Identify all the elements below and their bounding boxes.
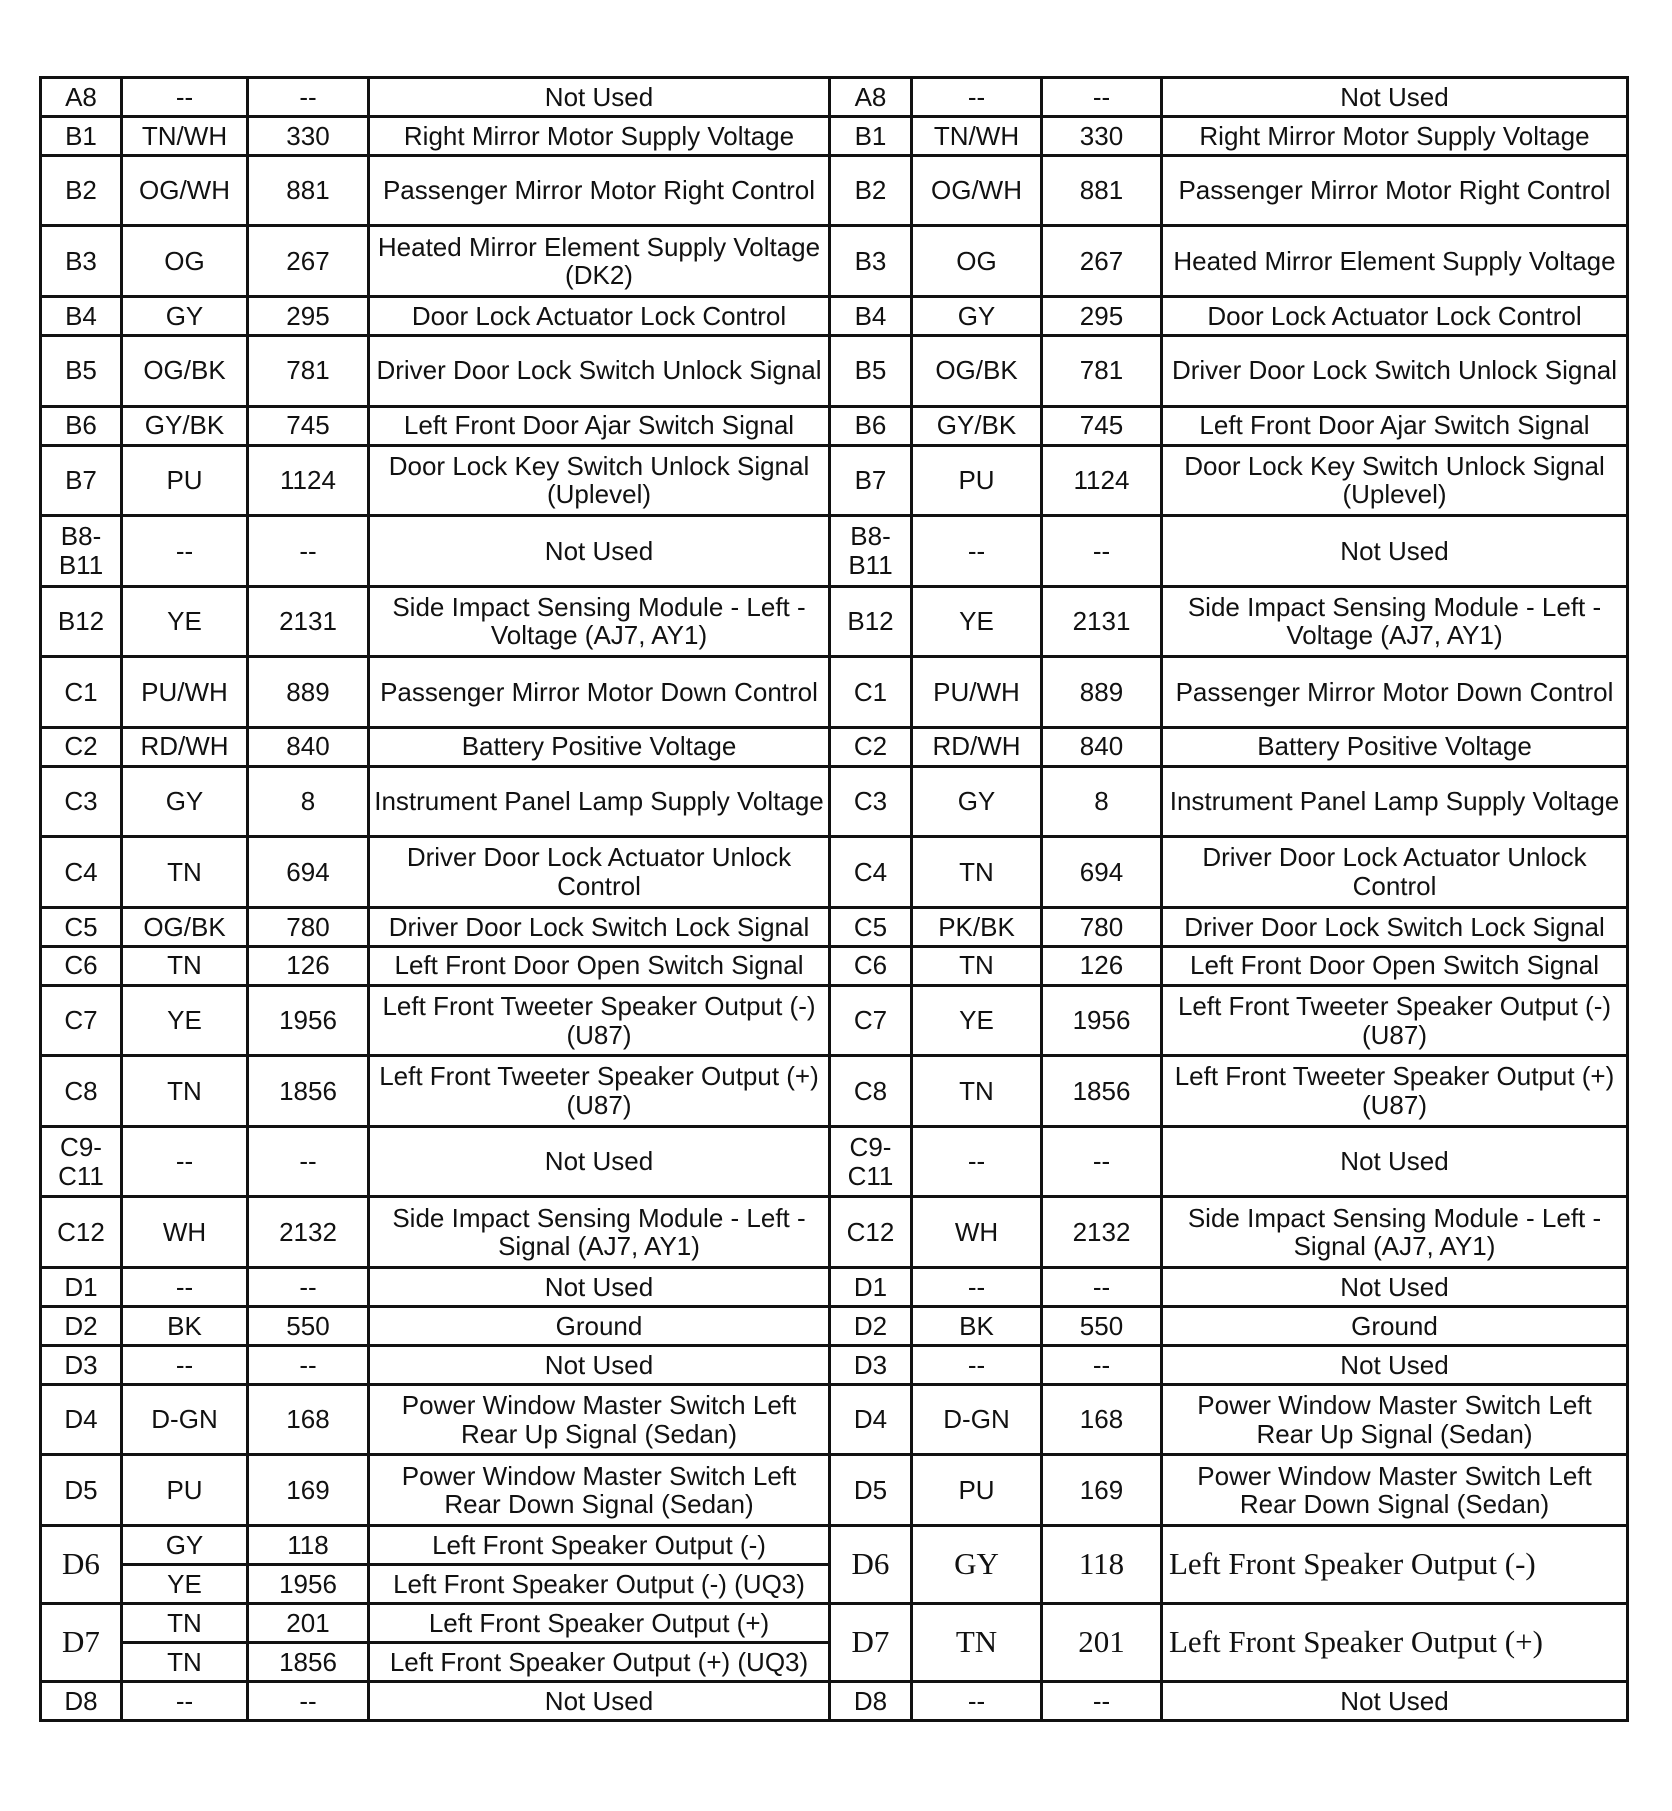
right-pin-cell: B5 [830,335,912,406]
right-pin-cell: B1 [830,116,912,155]
right-circuit-number-cell: 745 [1042,406,1162,445]
right-circuit-number-cell: 8 [1042,766,1162,837]
table-row [41,1197,1628,1268]
right-function-cell: Left Front Speaker Output (+) [1162,1603,1628,1681]
left-circuit-number-cell: 2132 [248,1197,369,1268]
right-function-cell: Door Lock Actuator Lock Control [1162,297,1628,336]
left-wire-color-cell: TN [122,1642,248,1681]
left-pin-cell: C3 [41,766,122,837]
left-circuit-number-cell: 889 [248,657,369,728]
left-pin-cell: B1 [41,116,122,155]
left-circuit-number-cell: 745 [248,406,369,445]
right-function-cell: Not Used [1162,1681,1628,1720]
right-function-cell: Side Impact Sensing Module - Left - Voltage (AJ7, AY1) [1162,586,1628,657]
right-function-cell: Ground [1162,1306,1628,1345]
right-circuit-number-cell: -- [1042,1345,1162,1384]
right-function-cell: Not Used [1162,516,1628,587]
left-circuit-number-cell: 1956 [248,985,369,1056]
right-circuit-number-cell: 118 [1042,1525,1162,1603]
right-wire-color-cell: GY/BK [912,406,1042,445]
left-circuit-number-cell: 168 [248,1384,369,1455]
right-function-cell: Driver Door Lock Switch Lock Signal [1162,907,1628,946]
left-pin-cell: D5 [41,1455,122,1526]
left-wire-color-cell: GY [122,1525,248,1564]
right-wire-color-cell: TN [912,1603,1042,1681]
right-circuit-number-cell: 330 [1042,116,1162,155]
right-function-cell: Passenger Mirror Motor Right Control [1162,155,1628,226]
right-pin-cell: D7 [830,1603,912,1681]
right-function-cell: Side Impact Sensing Module - Left - Signal (AJ7, AY1) [1162,1197,1628,1268]
right-pin-cell: C9-C11 [830,1126,912,1197]
left-wire-color-cell: -- [122,1267,248,1306]
right-wire-color-cell: -- [912,516,1042,587]
left-circuit-number-cell: 840 [248,727,369,766]
left-circuit-number-cell: 550 [248,1306,369,1345]
right-circuit-number-cell: 1124 [1042,445,1162,516]
right-wire-color-cell: TN [912,946,1042,985]
left-wire-color-cell: -- [122,1126,248,1197]
right-pin-cell: B2 [830,155,912,226]
table-row [41,985,1628,1056]
table-row [41,1384,1628,1455]
right-circuit-number-cell: 550 [1042,1306,1162,1345]
left-wire-color-cell: WH [122,1197,248,1268]
right-circuit-number-cell: 1956 [1042,985,1162,1056]
right-wire-color-cell: GY [912,297,1042,336]
right-pin-cell: A8 [830,78,912,117]
right-pin-cell: C4 [830,837,912,908]
right-pin-cell: B3 [830,226,912,297]
right-circuit-number-cell: 267 [1042,226,1162,297]
left-wire-color-cell: OG/BK [122,335,248,406]
table-row [41,516,1628,587]
right-wire-color-cell: YE [912,586,1042,657]
right-function-cell: Left Front Speaker Output (-) [1162,1525,1628,1603]
table-row [41,946,1628,985]
left-circuit-number-cell: 201 [248,1603,369,1642]
table-row [41,727,1628,766]
left-function-cell: Heated Mirror Element Supply Voltage (DK2) [369,226,830,297]
left-function-cell: Driver Door Lock Actuator Unlock Control [369,837,830,908]
left-function-cell: Not Used [369,1126,830,1197]
left-pin-cell: C5 [41,907,122,946]
table-row [41,1525,1628,1564]
left-function-cell: Door Lock Actuator Lock Control [369,297,830,336]
right-wire-color-cell: D-GN [912,1384,1042,1455]
right-pin-cell: B6 [830,406,912,445]
right-wire-color-cell: YE [912,985,1042,1056]
right-pin-cell: C7 [830,985,912,1056]
left-circuit-number-cell: 8 [248,766,369,837]
right-function-cell: Instrument Panel Lamp Supply Voltage [1162,766,1628,837]
left-wire-color-cell: GY/BK [122,406,248,445]
left-circuit-number-cell: 126 [248,946,369,985]
right-pin-cell: C1 [830,657,912,728]
left-circuit-number-cell: 330 [248,116,369,155]
left-pin-cell: C9-C11 [41,1126,122,1197]
right-function-cell: Not Used [1162,1267,1628,1306]
left-wire-color-cell: -- [122,78,248,117]
left-function-cell: Driver Door Lock Switch Lock Signal [369,907,830,946]
left-circuit-number-cell: -- [248,1681,369,1720]
left-function-cell: Left Front Tweeter Speaker Output (-) (U87) [369,985,830,1056]
left-wire-color-cell: YE [122,985,248,1056]
right-function-cell: Heated Mirror Element Supply Voltage [1162,226,1628,297]
left-wire-color-cell: OG/WH [122,155,248,226]
left-pin-cell: B3 [41,226,122,297]
right-pin-cell: D2 [830,1306,912,1345]
right-circuit-number-cell: 840 [1042,727,1162,766]
right-circuit-number-cell: 2132 [1042,1197,1162,1268]
left-pin-cell: B12 [41,586,122,657]
right-circuit-number-cell: 169 [1042,1455,1162,1526]
right-wire-color-cell: PK/BK [912,907,1042,946]
table-row [41,907,1628,946]
table-row [41,297,1628,336]
right-circuit-number-cell: 1856 [1042,1056,1162,1127]
right-wire-color-cell: GY [912,1525,1042,1603]
right-pin-cell: D1 [830,1267,912,1306]
left-function-cell: Not Used [369,78,830,117]
left-pin-cell: C2 [41,727,122,766]
left-function-cell: Side Impact Sensing Module - Left - Voltage (AJ7, AY1) [369,586,830,657]
table-row [41,1681,1628,1720]
right-pin-cell: C2 [830,727,912,766]
right-wire-color-cell: -- [912,78,1042,117]
left-function-cell: Left Front Speaker Output (+) [369,1603,830,1642]
table-row [41,586,1628,657]
table-row [41,1267,1628,1306]
right-pin-cell: C6 [830,946,912,985]
right-pin-cell: B7 [830,445,912,516]
left-circuit-number-cell: -- [248,78,369,117]
table-row [41,1345,1628,1384]
left-wire-color-cell: TN [122,946,248,985]
left-pin-cell: D6 [41,1525,122,1603]
left-pin-cell: C7 [41,985,122,1056]
left-circuit-number-cell: 267 [248,226,369,297]
left-pin-cell: A8 [41,78,122,117]
left-wire-color-cell: PU [122,445,248,516]
left-wire-color-cell: TN [122,837,248,908]
left-pin-cell: B8-B11 [41,516,122,587]
left-pin-cell: C8 [41,1056,122,1127]
right-circuit-number-cell: 126 [1042,946,1162,985]
right-function-cell: Battery Positive Voltage [1162,727,1628,766]
left-function-cell: Not Used [369,1681,830,1720]
right-function-cell: Left Front Tweeter Speaker Output (-) (U87) [1162,985,1628,1056]
right-function-cell: Power Window Master Switch Left Rear Up Signal (Sedan) [1162,1384,1628,1455]
left-pin-cell: B2 [41,155,122,226]
right-circuit-number-cell: 780 [1042,907,1162,946]
left-function-cell: Left Front Tweeter Speaker Output (+) (U87) [369,1056,830,1127]
left-circuit-number-cell: 118 [248,1525,369,1564]
left-function-cell: Door Lock Key Switch Unlock Signal (Uplevel) [369,445,830,516]
left-circuit-number-cell: 881 [248,155,369,226]
right-wire-color-cell: PU [912,445,1042,516]
left-pin-cell: C1 [41,657,122,728]
right-circuit-number-cell: -- [1042,1267,1162,1306]
left-wire-color-cell: TN/WH [122,116,248,155]
left-pin-cell: D7 [41,1603,122,1681]
left-function-cell: Power Window Master Switch Left Rear Down Signal (Sedan) [369,1455,830,1526]
right-circuit-number-cell: 168 [1042,1384,1162,1455]
left-function-cell: Passenger Mirror Motor Down Control [369,657,830,728]
right-function-cell: Left Front Door Ajar Switch Signal [1162,406,1628,445]
right-pin-cell: C3 [830,766,912,837]
right-pin-cell: B12 [830,586,912,657]
right-wire-color-cell: TN [912,1056,1042,1127]
left-function-cell: Left Front Speaker Output (+) (UQ3) [369,1642,830,1681]
left-wire-color-cell: D-GN [122,1384,248,1455]
left-circuit-number-cell: 780 [248,907,369,946]
left-wire-color-cell: RD/WH [122,727,248,766]
table-row [41,406,1628,445]
right-function-cell: Power Window Master Switch Left Rear Down Signal (Sedan) [1162,1455,1628,1526]
table-row [41,1603,1628,1642]
right-wire-color-cell: -- [912,1126,1042,1197]
left-pin-cell: B7 [41,445,122,516]
left-wire-color-cell: OG/BK [122,907,248,946]
connector-pinout-table [39,76,1629,1722]
right-pin-cell: B8-B11 [830,516,912,587]
left-wire-color-cell: GY [122,766,248,837]
table-row [41,766,1628,837]
right-circuit-number-cell: 694 [1042,837,1162,908]
left-circuit-number-cell: 694 [248,837,369,908]
right-wire-color-cell: RD/WH [912,727,1042,766]
right-pin-cell: D3 [830,1345,912,1384]
right-function-cell: Not Used [1162,1345,1628,1384]
left-wire-color-cell: YE [122,586,248,657]
right-pin-cell: C8 [830,1056,912,1127]
right-function-cell: Not Used [1162,1126,1628,1197]
right-wire-color-cell: WH [912,1197,1042,1268]
table-row [41,445,1628,516]
left-circuit-number-cell: 781 [248,335,369,406]
right-circuit-number-cell: -- [1042,78,1162,117]
right-wire-color-cell: TN [912,837,1042,908]
table-body [41,78,1628,1721]
left-function-cell: Battery Positive Voltage [369,727,830,766]
right-pin-cell: D5 [830,1455,912,1526]
right-wire-color-cell: -- [912,1267,1042,1306]
left-function-cell: Left Front Speaker Output (-) (UQ3) [369,1564,830,1603]
left-wire-color-cell: -- [122,1345,248,1384]
table-row [41,1306,1628,1345]
left-wire-color-cell: -- [122,516,248,587]
right-pin-cell: D4 [830,1384,912,1455]
right-wire-color-cell: TN/WH [912,116,1042,155]
right-circuit-number-cell: 889 [1042,657,1162,728]
left-pin-cell: C6 [41,946,122,985]
left-pin-cell: C12 [41,1197,122,1268]
left-pin-cell: B5 [41,335,122,406]
table-row [41,335,1628,406]
left-function-cell: Not Used [369,1267,830,1306]
right-function-cell: Passenger Mirror Motor Down Control [1162,657,1628,728]
right-pin-cell: C5 [830,907,912,946]
left-function-cell: Not Used [369,516,830,587]
right-function-cell: Left Front Door Open Switch Signal [1162,946,1628,985]
right-wire-color-cell: BK [912,1306,1042,1345]
left-circuit-number-cell: 1856 [248,1642,369,1681]
left-function-cell: Passenger Mirror Motor Right Control [369,155,830,226]
table-row [41,657,1628,728]
left-pin-cell: B6 [41,406,122,445]
table-row [41,1455,1628,1526]
left-function-cell: Left Front Door Ajar Switch Signal [369,406,830,445]
left-circuit-number-cell: 1124 [248,445,369,516]
right-wire-color-cell: -- [912,1345,1042,1384]
right-function-cell: Door Lock Key Switch Unlock Signal (Uplevel) [1162,445,1628,516]
right-function-cell: Not Used [1162,78,1628,117]
left-circuit-number-cell: -- [248,1345,369,1384]
right-wire-color-cell: GY [912,766,1042,837]
right-circuit-number-cell: 881 [1042,155,1162,226]
left-function-cell: Power Window Master Switch Left Rear Up Signal (Sedan) [369,1384,830,1455]
right-circuit-number-cell: -- [1042,1681,1162,1720]
left-pin-cell: D8 [41,1681,122,1720]
left-function-cell: Driver Door Lock Switch Unlock Signal [369,335,830,406]
right-function-cell: Right Mirror Motor Supply Voltage [1162,116,1628,155]
left-pin-cell: C4 [41,837,122,908]
right-circuit-number-cell: -- [1042,1126,1162,1197]
left-pin-cell: B4 [41,297,122,336]
left-function-cell: Left Front Door Open Switch Signal [369,946,830,985]
left-circuit-number-cell: 169 [248,1455,369,1526]
left-wire-color-cell: YE [122,1564,248,1603]
right-pin-cell: B4 [830,297,912,336]
right-function-cell: Driver Door Lock Actuator Unlock Control [1162,837,1628,908]
left-circuit-number-cell: -- [248,1126,369,1197]
table-row [41,226,1628,297]
right-wire-color-cell: PU/WH [912,657,1042,728]
left-circuit-number-cell: -- [248,516,369,587]
right-circuit-number-cell: 201 [1042,1603,1162,1681]
right-pin-cell: D6 [830,1525,912,1603]
right-circuit-number-cell: 295 [1042,297,1162,336]
left-wire-color-cell: TN [122,1603,248,1642]
left-circuit-number-cell: 2131 [248,586,369,657]
right-wire-color-cell: OG/WH [912,155,1042,226]
right-wire-color-cell: -- [912,1681,1042,1720]
left-circuit-number-cell: 1856 [248,1056,369,1127]
left-circuit-number-cell: -- [248,1267,369,1306]
right-wire-color-cell: PU [912,1455,1042,1526]
left-function-cell: Instrument Panel Lamp Supply Voltage [369,766,830,837]
left-circuit-number-cell: 295 [248,297,369,336]
left-function-cell: Not Used [369,1345,830,1384]
left-function-cell: Right Mirror Motor Supply Voltage [369,116,830,155]
table-row [41,1126,1628,1197]
right-function-cell: Driver Door Lock Switch Unlock Signal [1162,335,1628,406]
left-wire-color-cell: -- [122,1681,248,1720]
left-wire-color-cell: OG [122,226,248,297]
table-row [41,116,1628,155]
right-circuit-number-cell: 2131 [1042,586,1162,657]
right-pin-cell: D8 [830,1681,912,1720]
table-row [41,155,1628,226]
table-row [41,78,1628,117]
right-circuit-number-cell: -- [1042,516,1162,587]
left-wire-color-cell: PU [122,1455,248,1526]
right-circuit-number-cell: 781 [1042,335,1162,406]
left-pin-cell: D4 [41,1384,122,1455]
left-wire-color-cell: PU/WH [122,657,248,728]
left-pin-cell: D3 [41,1345,122,1384]
left-function-cell: Ground [369,1306,830,1345]
left-pin-cell: D2 [41,1306,122,1345]
table-row [41,837,1628,908]
left-wire-color-cell: BK [122,1306,248,1345]
right-wire-color-cell: OG [912,226,1042,297]
right-function-cell: Left Front Tweeter Speaker Output (+) (U87) [1162,1056,1628,1127]
right-pin-cell: C12 [830,1197,912,1268]
left-function-cell: Left Front Speaker Output (-) [369,1525,830,1564]
right-wire-color-cell: OG/BK [912,335,1042,406]
left-circuit-number-cell: 1956 [248,1564,369,1603]
left-wire-color-cell: TN [122,1056,248,1127]
left-pin-cell: D1 [41,1267,122,1306]
table-row [41,1056,1628,1127]
left-wire-color-cell: GY [122,297,248,336]
left-function-cell: Side Impact Sensing Module - Left - Signal (AJ7, AY1) [369,1197,830,1268]
